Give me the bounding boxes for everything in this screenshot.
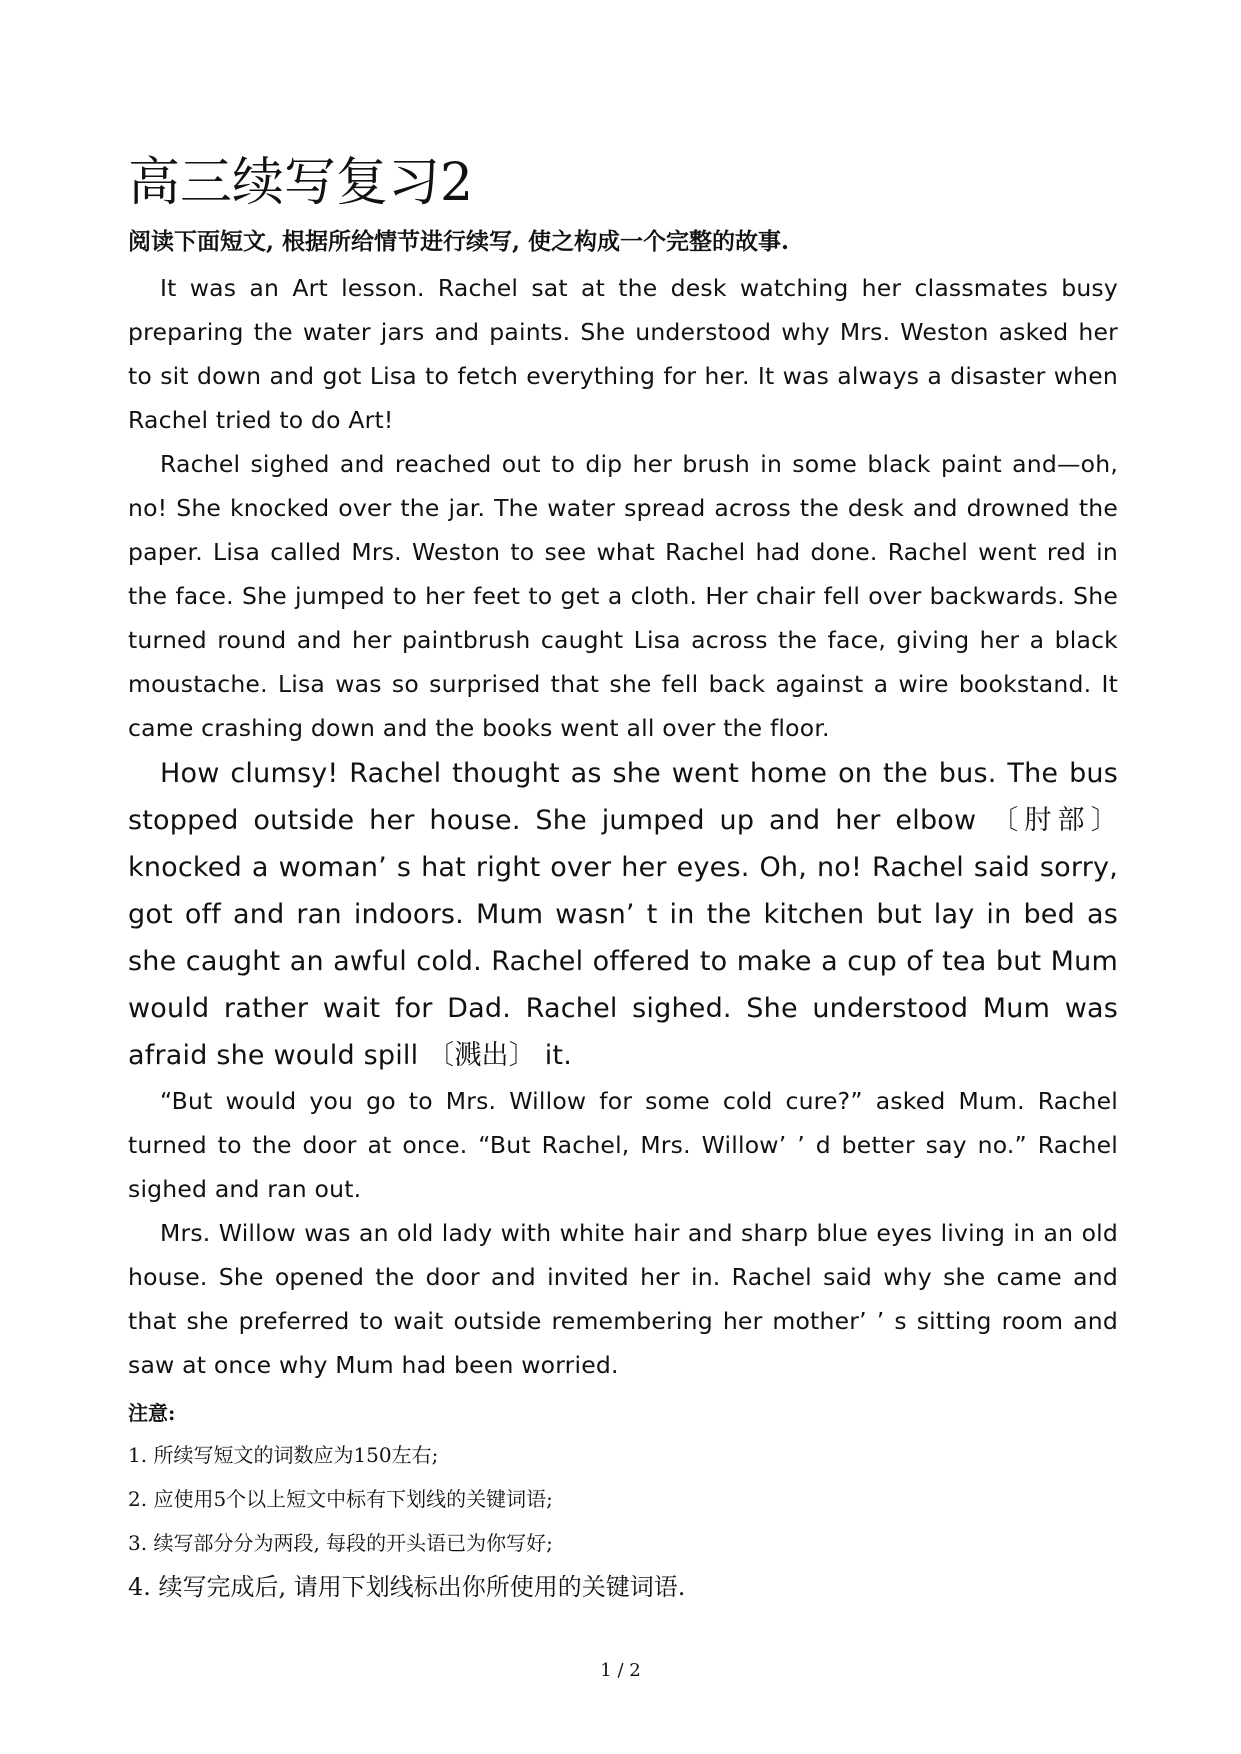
story-paragraph-4: “But would you go to Mrs. Willow for some cold cure?” asked Mum. Rachel turned to the door at once. “But Rachel, Mrs. Willow’ ’ d better say no.” Rachel sighed and ran out.	[128, 1087, 1118, 1203]
story-paragraph-1: It was an Art lesson. Rachel sat at the desk watching her classmates busy preparing the water jars and paints. She understood why Mrs. Weston asked her to sit down and got Lisa to fetch everything for her. It was always a disaster when Rachel tried to do Art!	[128, 274, 1118, 434]
note-item-2: 2. 应使用5个以上短文中标有下划线的关键词语;	[128, 1487, 553, 1511]
story-paragraph-2: Rachel sighed and reached out to dip her brush in some black paint and—oh, no! She knocked over the jar. The water spread across the desk and drowned the paper. Lisa called Mrs. Weston to see what Rachel had done. Rachel went red in the face. She jumped to her feet to get a cloth. Her chair fell over backwards. She turned round and her paintbrush caught Lisa across the face, giving her a black moustache. Lisa was so surprised that she fell back against a wire bookstand. It came crashing down and the books went all over the floor.	[128, 450, 1118, 742]
story-paragraph-3: How clumsy! Rachel thought as she went home on the bus. The bus stopped outside her house. She jumped up and her elbow 〔肘部〕 knocked a woman’ s hat right over her eyes. Oh, no! Rachel said sorry, got off and ran indoors. Mum wasn’ t in the kitchen but lay in bed as she caught an awful cold. Rachel offered to make a cup of tea but Mum would rather wait for Dad. Rachel sighed. She understood Mum was afraid she would spill 〔溅出〕 it.	[128, 758, 1118, 1071]
document-title: 高三续写复习2	[128, 153, 474, 213]
note-item-4: 4. 续写完成后, 请用下划线标出你所使用的关键词语.	[128, 1573, 686, 1601]
note-item-1: 1. 所续写短文的词数应为150左右;	[128, 1443, 439, 1467]
document-page	[128, 150, 1118, 1609]
story-paragraph-5: Mrs. Willow was an old lady with white hair and sharp blue eyes living in an old house. She opened the door and invited her in. Rachel said why she came and that she preferred to wait outside remembering her mother’ ’ s sitting room and saw at once why Mum had been worried.	[128, 1219, 1118, 1379]
notes-heading: 注意:	[128, 1401, 176, 1425]
task-instruction: 阅读下面短文, 根据所给情节进行续写, 使之构成一个完整的故事.	[128, 228, 790, 255]
page-number: 1 / 2	[600, 1660, 641, 1681]
note-item-3: 3. 续写部分分为两段, 每段的开头语已为你写好;	[128, 1531, 553, 1555]
